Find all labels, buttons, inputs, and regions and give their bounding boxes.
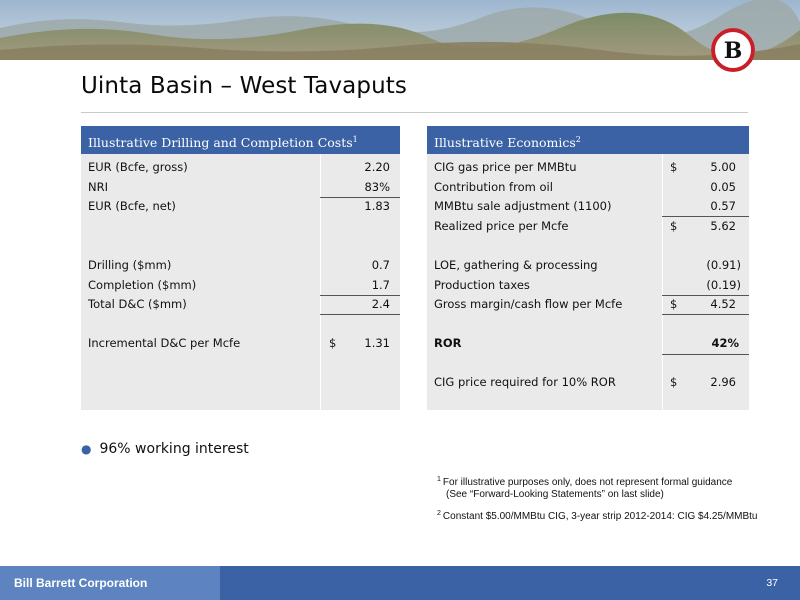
row-value: (0.91) [706,258,741,272]
row-label: MMBtu sale adjustment (1100) [434,199,612,213]
row-label: Completion ($mm) [88,277,197,292]
row-value: 4.52 [710,297,736,311]
mountain-landscape-image [0,0,800,60]
footnote-2 [437,510,758,522]
underline [320,314,400,315]
footnote-2-text: Constant $5.00/MMBtu CIG, 3-year strip 2012-2014: CIG $4.25/MMBtu [442,511,758,522]
footer-bar [0,566,800,600]
table-row [81,334,400,354]
table-row [427,295,749,315]
row-label: Realized price per Mcfe [434,218,569,233]
table-row [81,178,400,198]
company-logo [710,27,756,73]
footnote-1-text: For illustrative purposes only, does not represent formal guidance [442,477,733,488]
row-label: EUR (Bcfe, net) [88,199,176,213]
row-value: 2.96 [710,375,736,389]
row-value: 2.20 [364,160,390,174]
table-row [427,334,749,354]
row-label: NRI [88,179,108,194]
bullet-text: 96% working interest [99,441,249,457]
row-label: EUR (Bcfe, gross) [88,160,188,174]
table-row [427,373,749,393]
row-currency: $ [329,336,337,350]
drilling-costs-table [81,126,400,410]
row-value: 1.31 [364,336,390,350]
page-number: 37 [766,577,778,589]
page-title: Uinta Basin – West Tavaputs [81,73,407,99]
drilling-costs-header [81,126,400,154]
row-currency: $ [670,160,678,174]
economics-table [427,126,749,410]
table-row [81,158,400,178]
table-row [81,256,400,276]
row-label: Incremental D&C per Mcfe [88,336,241,350]
row-label: Total D&C ($mm) [88,297,187,311]
economics-header-label: Illustrative Economics [434,135,576,150]
drilling-costs-header-label: Illustrative Drilling and Completion Costs [88,135,353,150]
footer-company-name: Bill Barrett Corporation [0,566,220,600]
footnote-1-mark: 1 [437,476,441,483]
row-label: CIG price required for 10% ROR [434,375,616,389]
row-value: 1.83 [364,199,390,213]
row-label: Production taxes [434,277,530,292]
table-row [81,276,400,296]
table-row [427,197,749,217]
row-value: (0.19) [706,277,741,292]
economics-header-footnote: 2 [575,135,581,144]
footnote-2-mark: 2 [437,510,441,517]
row-value: 0.57 [710,199,736,213]
footnote-1 [437,476,732,488]
row-label: LOE, gathering & processing [434,258,598,272]
title-divider [81,112,748,113]
row-label: Contribution from oil [434,179,553,194]
table-row [427,217,749,237]
row-label: Gross margin/cash flow per Mcfe [434,297,623,311]
underline [662,314,749,315]
row-currency: $ [670,375,678,389]
row-label: ROR [434,336,462,350]
row-value: 2.4 [371,297,390,311]
bullet-item [81,441,249,457]
economics-header [427,126,749,154]
row-value: 5.62 [710,218,736,233]
underline [662,354,749,355]
row-label: Drilling ($mm) [88,258,172,272]
drilling-costs-header-footnote: 1 [352,135,358,144]
table-row [427,178,749,198]
row-value: 0.7 [371,258,390,272]
bullet-dot-icon: ● [81,442,92,456]
table-row [81,295,400,315]
row-label: CIG gas price per MMBtu [434,160,577,174]
footnote-1-continued [446,489,664,500]
row-value: 0.05 [710,179,736,194]
row-value: 42% [711,336,739,350]
landscape-banner [0,0,800,60]
row-value: 5.00 [710,160,736,174]
table-row [427,276,749,296]
table-row [81,197,400,217]
row-currency: $ [670,297,678,311]
row-currency: $ [670,218,678,233]
logo-letter: B [723,38,743,64]
row-value: 1.7 [371,277,390,292]
row-value: 83% [364,179,390,194]
table-row [427,158,749,178]
table-row [427,256,749,276]
footnote-1-text-line2: (See “Forward-Looking Statements” on last slide) [446,489,664,500]
